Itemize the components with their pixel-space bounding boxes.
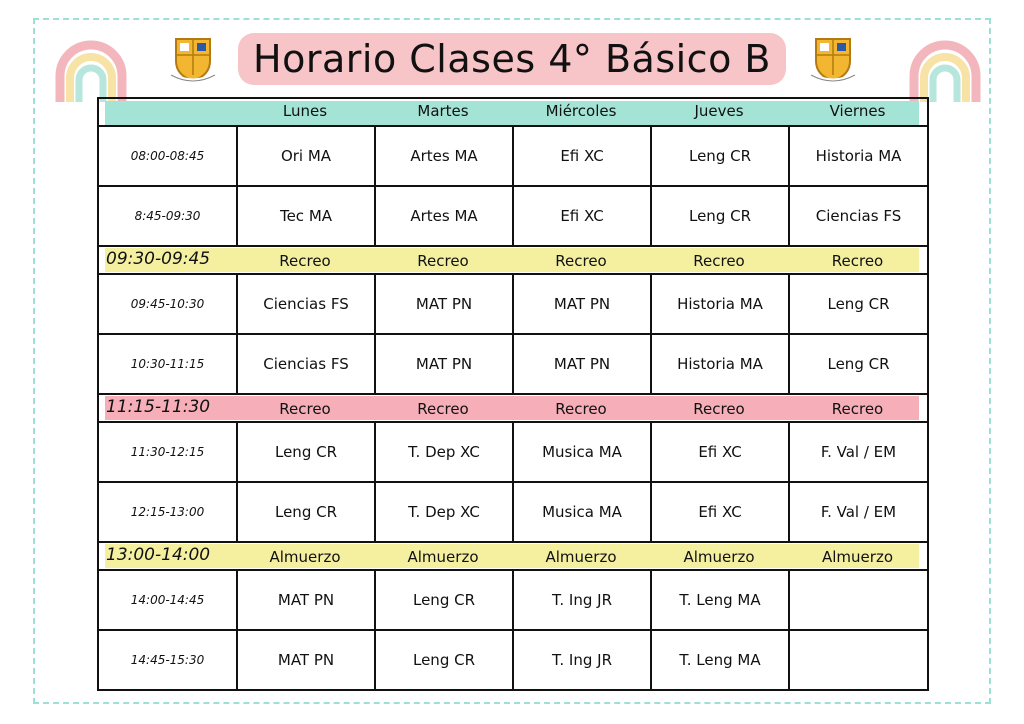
break-cell: Recreo	[831, 252, 884, 270]
class-cell: Leng CR	[236, 481, 376, 543]
time-slot: 11:30-12:15	[97, 421, 238, 483]
class-cell: Leng CR	[650, 185, 790, 247]
time-slot: 10:30-11:15	[97, 333, 238, 395]
class-cell: Ciencias FS	[236, 273, 376, 335]
class-cell: Artes MA	[374, 185, 514, 247]
break-cell: Recreo	[693, 400, 745, 418]
class-cell: Efi XC	[512, 185, 652, 247]
break-cell: Recreo	[693, 252, 745, 270]
class-cell	[788, 629, 929, 691]
class-cell: T. Ing JR	[512, 569, 652, 631]
class-cell: T. Dep XC	[374, 421, 514, 483]
day-header-2: Martes	[417, 102, 469, 120]
class-cell: F. Val / EM	[788, 421, 929, 483]
time-slot: 12:15-13:00	[97, 481, 238, 543]
class-cell: F. Val / EM	[788, 481, 929, 543]
time-slot: 09:45-10:30	[97, 273, 238, 335]
rainbow-icon	[52, 36, 130, 106]
class-cell: T. Ing JR	[512, 629, 652, 691]
break-cell: Recreo	[831, 400, 884, 418]
class-cell: MAT PN	[236, 629, 376, 691]
class-cell: Historia MA	[650, 333, 790, 395]
break-cell: Almuerzo	[407, 548, 479, 566]
break-cell: Recreo	[279, 252, 331, 270]
class-cell	[788, 569, 929, 631]
day-header-4: Jueves	[694, 102, 744, 120]
class-cell: Leng CR	[374, 569, 514, 631]
rainbow-icon	[906, 36, 984, 106]
day-header-1: Lunes	[282, 102, 328, 120]
class-cell: Artes MA	[374, 125, 514, 187]
break-cell: Recreo	[417, 400, 469, 418]
break-cell: Almuerzo	[683, 548, 755, 566]
break-time: 13:00-14:00	[106, 545, 211, 565]
class-cell: MAT PN	[512, 273, 652, 335]
break-cell: Almuerzo	[822, 548, 893, 566]
class-cell: Efi XC	[512, 125, 652, 187]
class-cell: MAT PN	[374, 273, 514, 335]
class-cell: Leng CR	[374, 629, 514, 691]
break-cell: Recreo	[417, 252, 469, 270]
break-cell: Recreo	[279, 400, 331, 418]
break-time: 11:15-11:30	[106, 397, 211, 417]
class-cell: MAT PN	[374, 333, 514, 395]
break-time: 09:30-09:45	[106, 249, 211, 269]
time-slot: 08:00-08:45	[97, 125, 238, 187]
class-cell: Leng CR	[788, 333, 929, 395]
page-title: Horario Clases 4° Básico B	[253, 37, 771, 81]
class-cell: Tec MA	[236, 185, 376, 247]
class-cell: T. Leng MA	[650, 629, 790, 691]
class-cell: T. Dep XC	[374, 481, 514, 543]
time-slot: 8:45-09:30	[97, 185, 238, 247]
class-cell: Ciencias FS	[788, 185, 929, 247]
class-cell: Ori MA	[236, 125, 376, 187]
class-cell: Musica MA	[512, 421, 652, 483]
day-header-3: Miércoles	[545, 102, 617, 120]
break-cell: Recreo	[555, 252, 607, 270]
class-cell: Efi XC	[650, 421, 790, 483]
break-cell: Almuerzo	[269, 548, 341, 566]
break-cell: Recreo	[555, 400, 607, 418]
class-cell: Ciencias FS	[236, 333, 376, 395]
class-cell: Leng CR	[236, 421, 376, 483]
class-cell: Musica MA	[512, 481, 652, 543]
class-cell: Historia MA	[650, 273, 790, 335]
break-cell: Almuerzo	[545, 548, 617, 566]
class-cell: T. Leng MA	[650, 569, 790, 631]
time-slot: 14:00-14:45	[97, 569, 238, 631]
class-cell: Leng CR	[788, 273, 929, 335]
class-cell: MAT PN	[236, 569, 376, 631]
schedule-table	[97, 97, 927, 690]
school-crest-icon	[168, 35, 218, 85]
class-cell: Historia MA	[788, 125, 929, 187]
class-cell: Efi XC	[650, 481, 790, 543]
day-header-5: Viernes	[829, 102, 886, 120]
class-cell: Leng CR	[650, 125, 790, 187]
title-banner	[238, 33, 786, 85]
school-crest-icon	[808, 35, 858, 85]
class-cell: MAT PN	[512, 333, 652, 395]
time-slot: 14:45-15:30	[97, 629, 238, 691]
